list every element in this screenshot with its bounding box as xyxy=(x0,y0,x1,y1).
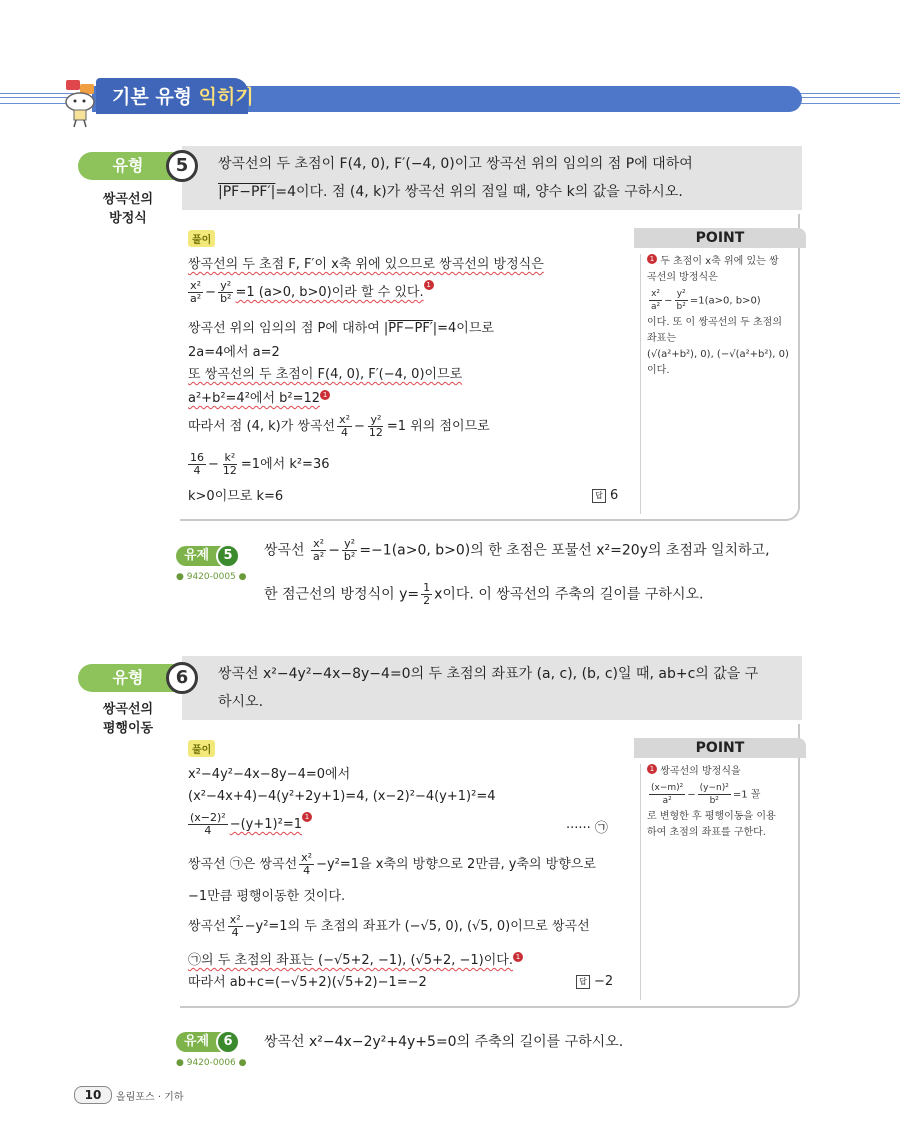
marker-icon: 1 xyxy=(424,280,434,290)
type-badge: 유형 xyxy=(78,152,178,180)
solution-line: 2a=4에서 a=2 xyxy=(188,345,280,360)
solution-line: 쌍곡선 ㉠은 쌍곡선 $\frac{\text{x²}}{4}$ −y²=1을 x축의 방향으로 2만큼, y축의 방향으로 xyxy=(188,851,596,877)
answer-icon: 답 xyxy=(576,975,590,989)
exercise-code: ● 9420-0005 ● xyxy=(176,572,247,582)
solution-line: 쌍곡선 $\frac{\text{x²}}{4}$ −y²=1의 두 초점의 좌표가 (−√5, 0), (√5, 0)이므로 쌍곡선 xyxy=(188,913,590,939)
exercise-text: 쌍곡선 $\frac{\text{x²}}{\text{a²}}$ − $\frac{\text{y²}}{\text{b²}}$ =−1(a>0, b>0)의 한 초점은 포물선 x²=20y의 초점과 일치하고, xyxy=(264,537,770,563)
answer-icon: 답 xyxy=(592,489,606,503)
exercise-text: 한 점근선의 방정식이 y= $\frac{1}{2}$ x이다. 이 쌍곡선의 주축의 길이를 구하시오. xyxy=(264,581,704,607)
equation-tag: ······ ㉠ xyxy=(566,821,608,836)
exercise-code: ● 9420-0006 ● xyxy=(176,1058,247,1068)
solution-line: $\frac{\text{(x−2)²}}{4}$ −(y+1)²=1 1 xyxy=(186,812,312,837)
marker-icon: 1 xyxy=(513,952,523,962)
solution-line: a²+b²=4²에서 b²=12 1 xyxy=(188,390,330,408)
solution-line: 따라서 점 (4, k)가 쌍곡선 $\frac{\text{x²}}{4}$ − $\frac{\text{y²}}{12}$ =1 위의 점이므로 xyxy=(188,413,490,439)
solution-line: 쌍곡선 위의 임의의 점 P에 대하여 |PF−PF′|=4이므로 xyxy=(188,321,494,336)
type-subtitle: 쌍곡선의 방정식 xyxy=(102,192,154,226)
solution-label: 풀이 xyxy=(188,740,215,757)
solution-line: 또 쌍곡선의 두 초점이 F(4, 0), F′(−4, 0)이므로 xyxy=(188,367,463,382)
type-subtitle: 쌍곡선의 평행이동 xyxy=(102,702,154,736)
type-badge: 유형 xyxy=(78,664,178,692)
question-text: 쌍곡선의 두 초점이 F(4, 0), F′(−4, 0)이고 쌍곡선 위의 임의의 점 P에 대하여 |PF−PF′|=4이다. 점 (4, k)가 쌍곡선 위의 점일 때, 양수 k의 값을 구하시오. xyxy=(218,156,693,200)
marker-icon: 1 xyxy=(647,254,657,264)
solution-line: ㉠의 두 초점의 좌표는 (−√5+2, −1), (√5+2, −1)이다. 1 xyxy=(188,952,523,970)
marker-icon: 1 xyxy=(320,390,330,400)
exercise-text: 쌍곡선 x²−4x−2y²+4y+5=0의 주축의 길이를 구하시오. xyxy=(264,1034,624,1050)
point-body: 1 두 초점이 x축 위에 있는 쌍 곡선의 방정식은 $\frac{\text{x²}}{\text{a²}}$ − $\frac{\text{y²}}{\text{b²}}$ =1(a>0, b>0) 이다. 또 이 쌍곡선의 두 초점의 좌표는 (√(a²+b²), 0), (−√(a²+b²), 0) 이다. xyxy=(640,254,810,514)
point-title: POINT xyxy=(634,738,806,758)
question-text: 쌍곡선 x²−4y²−4x−8y−4=0의 두 초점의 좌표가 (a, c), (b, c)일 때, ab+c의 값을 구 하시오. xyxy=(218,666,759,710)
mascot-icon xyxy=(56,70,104,128)
page-number: 10 xyxy=(74,1086,112,1104)
point-title: POINT xyxy=(634,228,806,248)
solution-line: $\frac{\text{x²}}{\text{a²}}$ − $\frac{\text{y²}}{\text{b²}}$ =1 (a>0, b>0)이라 할 수 있다. 1 xyxy=(186,280,434,305)
solution-label: 풀이 xyxy=(188,230,215,247)
marker-icon: 1 xyxy=(302,812,312,822)
point-body: 1 쌍곡선의 방정식을 $\frac{\text{(x−m)²}}{\text{a²}}$ − $\frac{\text{(y−n)²}}{\text{b²}}$ =1 꼴 로 변형한 후 평행이동을 이용 하여 초점의 좌표를 구한다. xyxy=(640,764,810,1000)
exercise-badge: 유제 6 xyxy=(176,1032,236,1052)
marker-icon: 1 xyxy=(647,764,657,774)
answer: 답 6 xyxy=(592,488,618,503)
section-title: 기본 유형 익히기 xyxy=(112,86,254,108)
question-number: 5 xyxy=(166,150,198,182)
question-number: 6 xyxy=(166,662,198,694)
solution-line: −1만큼 평행이동한 것이다. xyxy=(188,889,346,904)
exercise-badge: 유제 5 xyxy=(176,546,236,566)
solution-line: 쌍곡선의 두 초점 F, F′이 x축 위에 있으므로 쌍곡선의 방정식은 xyxy=(188,257,544,272)
solution-line: k>0이므로 k=6 xyxy=(188,489,284,504)
solution-line: x²−4y²−4x−8y−4=0에서 xyxy=(188,767,351,782)
book-title: 올림포스 · 기하 xyxy=(116,1092,184,1103)
solution-line: (x²−4x+4)−4(y²+2y+1)=4, (x−2)²−4(y+1)²=4 xyxy=(188,789,496,804)
solution-line: $\frac{16}{4}$ − $\frac{\text{k²}}{12}$ =1에서 k²=36 xyxy=(190,451,330,477)
answer: 답 −2 xyxy=(576,974,613,989)
solution-line: 따라서 ab+c=(−√5+2)(√5+2)−1=−2 xyxy=(188,975,427,990)
